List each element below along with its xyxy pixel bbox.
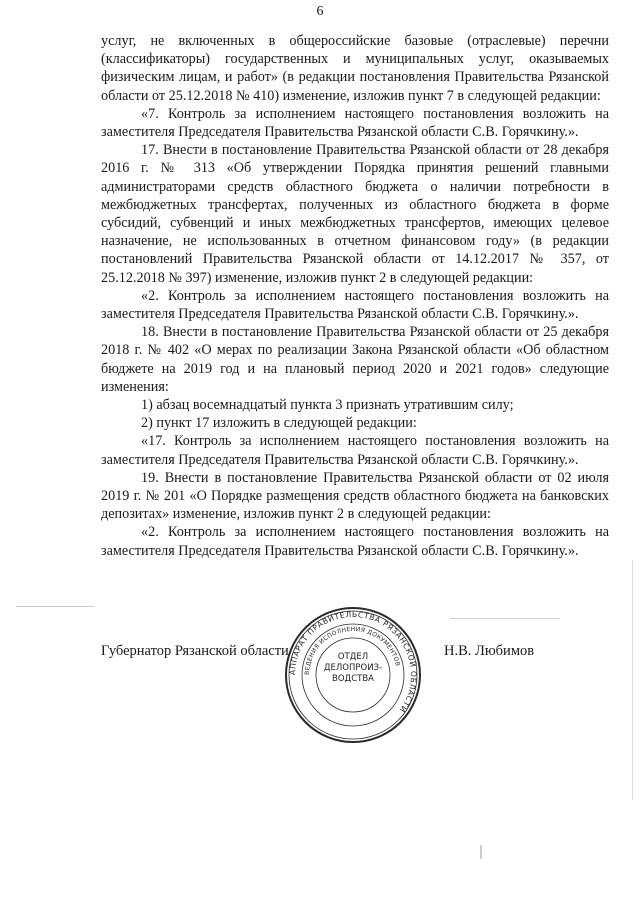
- list-item-1: 1) абзац восемнадцатый пункта 3 признать утратившим силу;: [141, 397, 514, 414]
- page-number: 6: [316, 4, 324, 19]
- scan-artifact: [480, 845, 482, 859]
- official-stamp: [283, 605, 423, 745]
- stamp-center-line: ОТДЕЛ: [337, 652, 369, 662]
- scan-artifact: [450, 618, 560, 619]
- signer-title: Губернатор Рязанской области: [101, 643, 289, 659]
- stamp-center-text: [323, 652, 383, 685]
- paragraph-19: 19. Внести в постановление Правительства Рязанской области от 02 июля 2019 г. № 201 «О Порядке размещения средств областного бюджета на банковских депозитах» изменение, изложив пункт 2 в следующей редакции:: [101, 469, 609, 523]
- scan-artifact: [16, 606, 94, 607]
- stamp-center-line: ДЕЛОПРОИЗ-: [323, 663, 383, 673]
- list-item-2: 2) пункт 17 изложить в следующей редакции:: [141, 415, 417, 432]
- quoted-clause-17: «17. Контроль за исполнением настоящего постановления возложить на заместителя Председателя Правительства Рязанской области С.В. Горячкину.».: [101, 433, 609, 468]
- stamp-outer-text: АППАРАТ ПРАВИТЕЛЬСТВА РЯЗАНСКОЙ ОБЛАСТИ: [287, 609, 419, 715]
- document-body: [101, 32, 609, 560]
- stamp-center-line: ВОДСТВА: [332, 674, 374, 684]
- paragraph-18: 18. Внести в постановление Правительства Рязанской области от 25 декабря 2018 г. № 402 «О мерах по реализации Закона Рязанской области «Об областном бюджете на 2019 год и на плановый период 2020 и 2021 годов» следующие изменения:: [101, 324, 609, 395]
- quoted-clause-7: «7. Контроль за исполнением настоящего постановления возложить на заместителя Председателя Правительства Рязанской области С.В. Горячкину.».: [101, 105, 609, 141]
- paragraph-17: 17. Внести в постановление Правительства Рязанской области от 28 декабря 2016 г. № 313 «Об утверждении Порядка принятия решений главными администраторами средств областного бюджета о наличии потребности в межбюджетных трансфертах, полученных из областного бюджета в форме субсидий, субвенций и иных межбюджетных трансфертов, имеющих целевое назначение, не использованных в отчетном финансовом году» (в редакции постановлений Правительства Рязанской области от 14.12.2017 № 357, от 25.12.2018 № 397) изменение, изложив пункт 2 в следующей редакции:: [101, 142, 609, 286]
- quoted-clause-2-b: «2. Контроль за исполнением настоящего постановления возложить на заместителя Председателя Правительства Рязанской области С.В. Горячкину.».: [101, 524, 609, 559]
- stamp-inner-text: ВЕДЕНИЯ ИСПОЛНЕНИЯ ДОКУМЕНТОВ: [303, 625, 402, 676]
- quoted-clause-2-a: «2. Контроль за исполнением настоящего постановления возложить на заместителя Председателя Правительства Рязанской области С.В. Горячкину.».: [101, 287, 609, 323]
- paragraph-16-continuation: услуг, не включенных в общероссийские базовые (отраслевые) перечни (классификаторы) государственных и муниципальных услуг, оказываемых физическим лицам, и работ» (в редакции постановления Правительства Рязанской области от 25.12.2018 № 410) изменение, изложив пункт 7 в следующей редакции:: [101, 33, 609, 104]
- scan-artifact: [632, 560, 633, 800]
- signer-name: Н.В. Любимов: [444, 643, 535, 659]
